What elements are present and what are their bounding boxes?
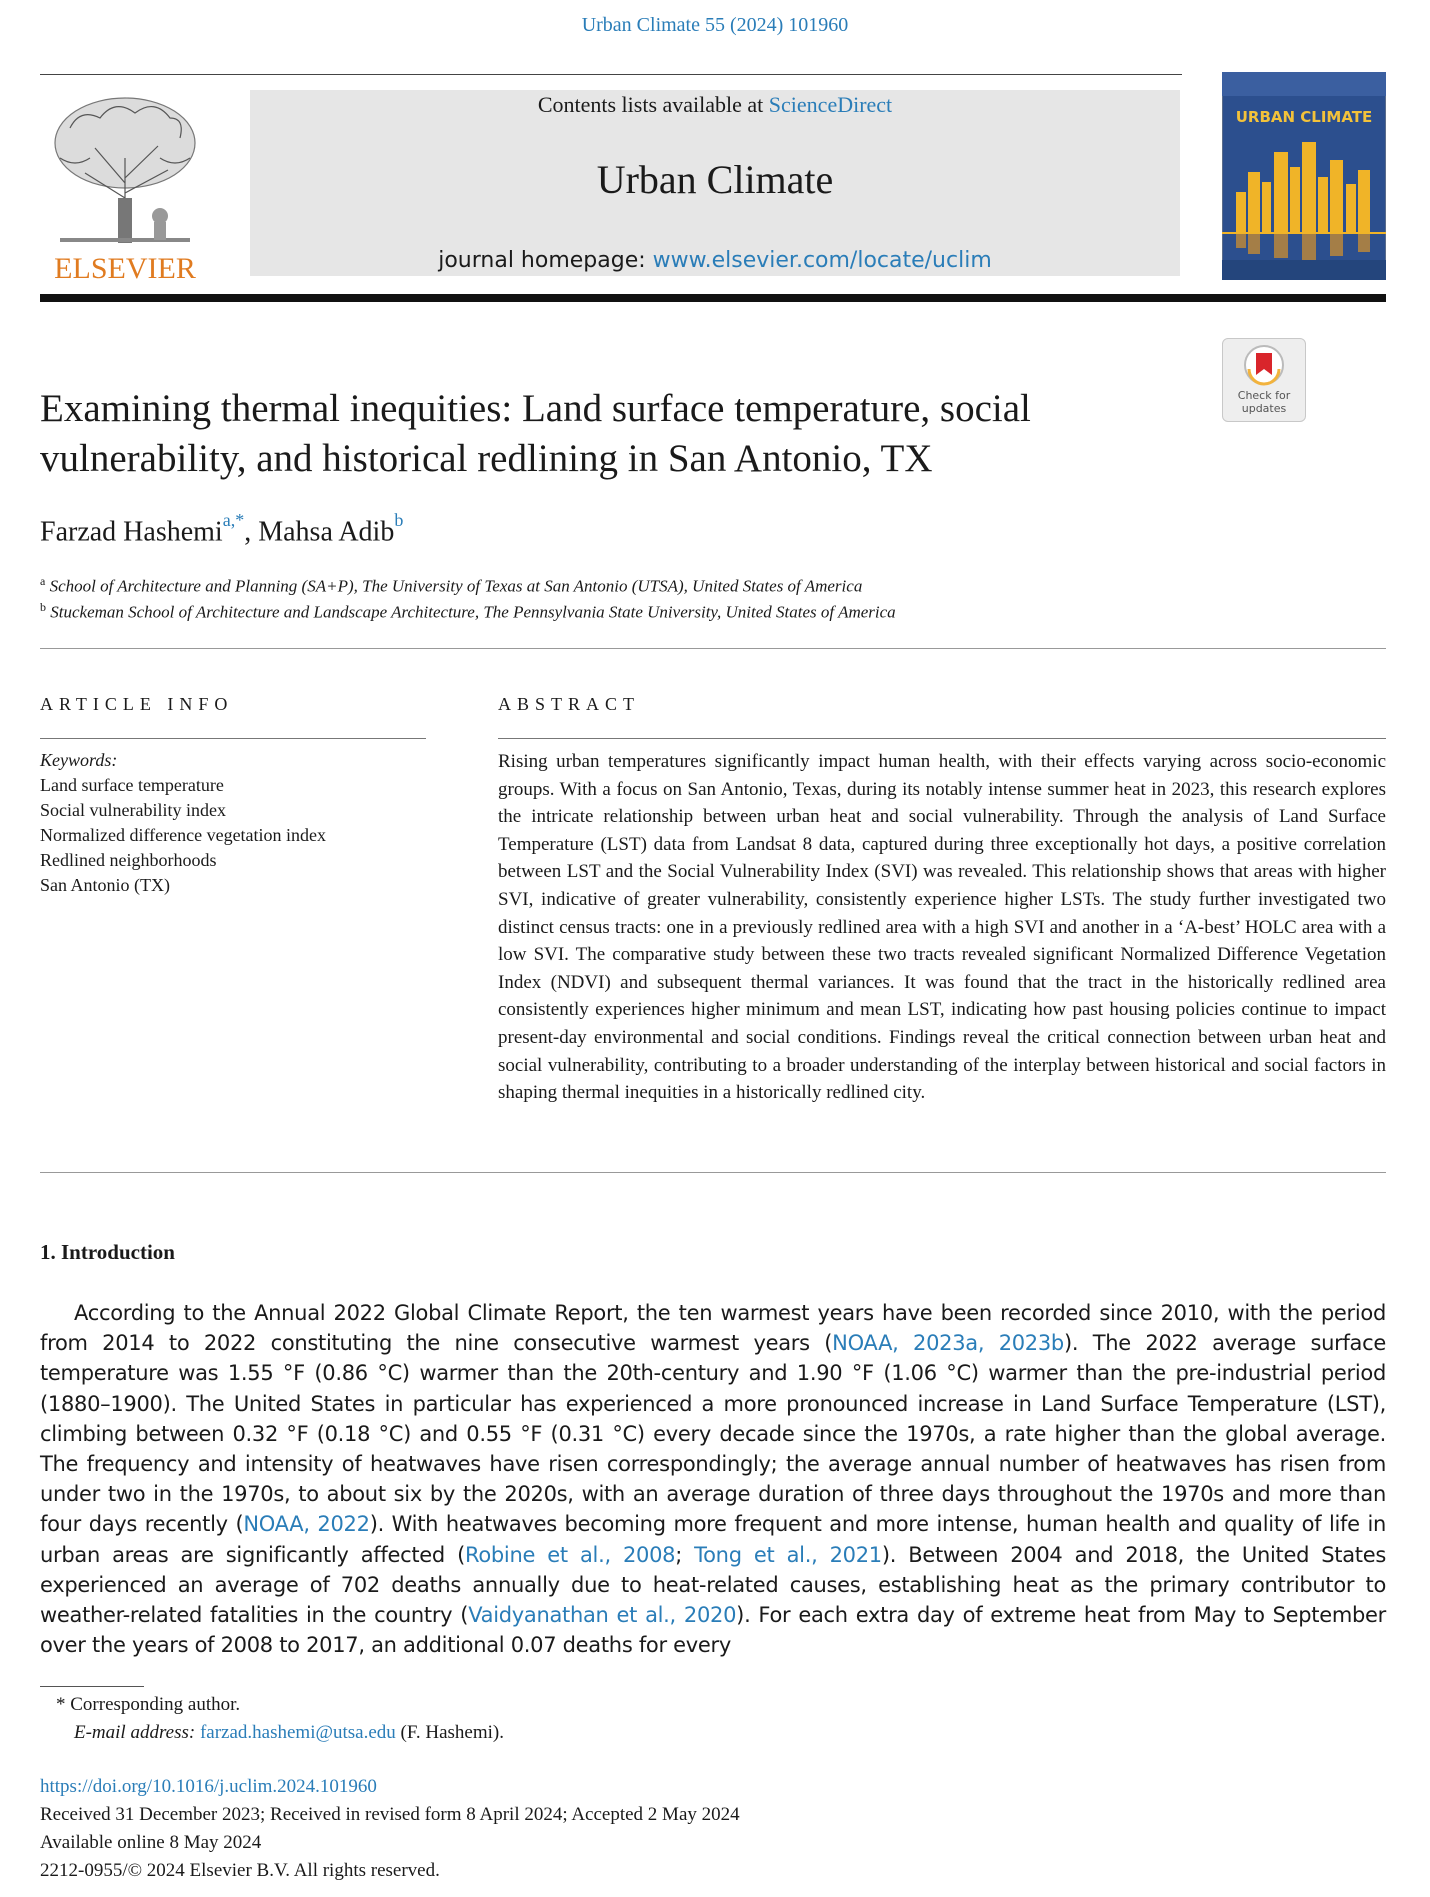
abstract-end-rule — [40, 1172, 1386, 1173]
citation-link[interactable]: NOAA, 2022 — [243, 1512, 370, 1537]
cover-title: URBAN CLIMATE — [1235, 108, 1373, 126]
citation-link[interactable]: Vaidyanathan et al., 2020 — [468, 1603, 737, 1628]
bookmark-icon — [1223, 339, 1305, 389]
author-name: Mahsa Adib — [258, 516, 395, 548]
received-dates: Received 31 December 2023; Received in revised form 8 April 2024; Accepted 2 May 2024 — [40, 1804, 740, 1825]
check-updates-line-2: updates — [1241, 402, 1287, 415]
author-affiliation-link[interactable]: b — [394, 510, 404, 530]
affiliation-a — [40, 574, 862, 597]
email-suffix: (F. Hashemi). — [395, 1722, 505, 1743]
article-info-heading: ARTICLE INFO — [40, 694, 234, 714]
citation-link[interactable]: NOAA, 2023a, 2023b — [832, 1331, 1064, 1356]
available-online-date: Available online 8 May 2024 — [40, 1832, 262, 1853]
abstract-body: Rising urban temperatures significantly impact human health, with their effects varying across socio-economic groups. With a focus on San Antonio, Texas, during its notably intense summer heat in 2023, this research explores the intricate relationship between urban heat and social vulnerability. Through the analysis of Land Surface Temperature (LST) data from Landsat 8 data, captured during three exceptionally hot days, a positive correlation between LST and the Social Vulnerability Index (SVI) was revealed. This relationship shows that areas with higher SVI, indicative of greater vulnerability, consistently experience higher LSTs. The study further investigated two distinct census tracts: one in a previously redlined area with a high SVI and another in a ‘A-best’ HOLC area with a low SVI. The comparative study between these two tracts revealed significant Normalized Difference Vegetation Index (NDVI) and subsequent thermal variances. It was found that the tract in the historically redlined area consistently experiences higher minimum and mean LST, indicating how past housing policies continue to impact present-day environmental and social conditions. Findings reveal the critical connection between urban heat and social vulnerability, contributing to a broader understanding of the interplay between historical and social factors in shaping thermal inequities in a historically redlined city. — [498, 751, 1386, 1104]
contents-line — [250, 92, 1180, 118]
author-separator: , — [244, 516, 259, 548]
affiliation-b — [40, 600, 896, 623]
keywords-list — [40, 748, 326, 898]
keyword-item: Land surface temperature — [40, 775, 224, 795]
email-footnote — [74, 1722, 504, 1744]
abstract-heading: ABSTRACT — [498, 694, 641, 714]
citation-link[interactable]: Robine et al., 2008 — [465, 1542, 676, 1567]
author-name: Farzad Hashemi — [40, 516, 223, 548]
email-link[interactable]: farzad.hashemi@utsa.edu — [199, 1722, 396, 1743]
introduction-heading: 1. Introduction — [40, 1240, 175, 1264]
elsevier-wordmark: ELSEVIER — [54, 252, 196, 284]
keyword-item: Normalized difference vegetation index — [40, 825, 327, 845]
article-title: Examining thermal inequities: Land surface temperature, social vulnerability, and historical redlining in San Antonio, TX — [40, 387, 1031, 480]
homepage-prefix: journal homepage: — [438, 248, 653, 273]
keywords-label: Keywords: — [40, 750, 118, 770]
introduction-paragraph — [40, 1298, 1386, 1660]
affiliation-mark: b — [40, 600, 46, 614]
affiliation-text: Stuckeman School of Architecture and Landscape Architecture, The Pennsylvania State University, United States of America — [50, 602, 896, 622]
citation-link[interactable]: Tong et al., 2021 — [694, 1542, 882, 1567]
journal-title: Urban Climate — [596, 157, 834, 202]
cover-art-icon — [1222, 72, 1386, 280]
header-thick-rule — [40, 294, 1386, 302]
homepage-line — [250, 248, 1180, 273]
email-label: E-mail address: — [74, 1722, 196, 1743]
keyword-item: Redlined neighborhoods — [40, 850, 217, 870]
intro-text-run: According to the Annual 2022 Global Climate Report, the ten warmest years have been recorded since 2010, with the period from 2014 to 2022 constituting the nine consecutive warmest years ( — [40, 1301, 1386, 1356]
keyword-item: San Antonio (TX) — [40, 875, 170, 895]
author-affiliation-link[interactable]: a,* — [222, 510, 245, 530]
introduction-body — [40, 1298, 1386, 1660]
check-for-updates-button[interactable] — [1222, 338, 1306, 422]
intro-text-run: ; — [675, 1542, 695, 1567]
abstract-rule — [498, 738, 1386, 739]
copyright-notice: 2212-0955/© 2024 Elsevier B.V. All rights reserved. — [40, 1860, 440, 1881]
footnote-rule — [40, 1686, 144, 1687]
intro-text-run: ). The 2022 average surface temperature was 1.55 °F (0.86 °C) warmer than the 20th-century and 1.90 °F (1.06 °C) warmer than the pre-industrial period (1880–1900). The United States in particular has experienced a more pronounced increase in Land Surface Temperature (LST), climbing between 0.32 °F (0.18 °C) and 0.55 °F (0.31 °C) every decade since the 1970s, a rate higher than the global average. The frequency and intensity of heatwaves have risen correspondingly; the average annual number of heatwaves has risen from under two in the 1970s, to about six by the 2020s, with an average duration of three days throughout the 1970s and more than four days recently ( — [40, 1331, 1386, 1537]
elsevier-logo[interactable] — [40, 88, 210, 284]
title-divider — [40, 648, 1386, 649]
doi-link[interactable]: https://doi.org/10.1016/j.uclim.2024.101960 — [40, 1776, 377, 1797]
journal-homepage-link[interactable]: www.elsevier.com/locate/uclim — [652, 248, 992, 273]
author-list — [40, 510, 404, 548]
intro-text-run: ). With heatwaves becoming more frequent and more intense, human health and quality of life in urban areas are significantly affected ( — [40, 1512, 1386, 1567]
article-info-rule — [40, 738, 426, 739]
affiliation-mark: a — [40, 574, 46, 588]
elsevier-tree-icon — [40, 88, 210, 284]
contents-prefix: Contents lists available at — [537, 92, 769, 117]
keyword-item: Social vulnerability index — [40, 800, 226, 820]
affiliation-text: School of Architecture and Planning (SA+P), The University of Texas at San Antonio (UTSA), United States of America — [49, 576, 863, 596]
corresponding-author-note: * Corresponding author. — [56, 1694, 241, 1715]
intro-text-run: ). Between 2004 and 2018, the United States experienced an average of 702 deaths annually due to heat-related causes, establishing heat as the primary contributor to weather-related fatalities in the country ( — [40, 1542, 1387, 1628]
intro-text-run: ). For each extra day of extreme heat from May to September over the years of 2008 to 2017, an additional 0.07 deaths for every — [40, 1603, 1386, 1658]
header-top-rule — [40, 74, 1182, 75]
sciencedirect-link[interactable]: ScienceDirect — [768, 92, 893, 117]
check-updates-line-1: Check for — [1237, 389, 1291, 402]
journal-citation[interactable]: Urban Climate 55 (2024) 101960 — [581, 14, 849, 36]
journal-cover-image[interactable] — [1222, 72, 1386, 280]
check-updates-label — [1223, 389, 1305, 415]
